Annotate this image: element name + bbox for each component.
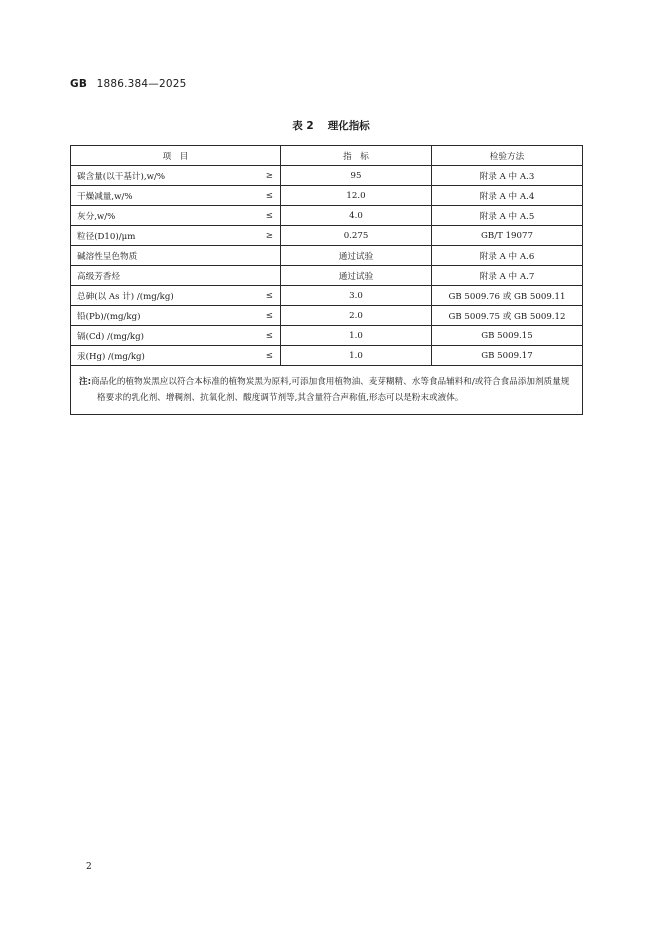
method-cell: GB 5009.75 或 GB 5009.12	[432, 306, 583, 326]
table-row	[71, 286, 583, 306]
item-cell	[71, 326, 281, 346]
item-name: 总砷(以 As 计) /(mg/kg)	[77, 291, 174, 302]
table-header-row	[71, 146, 583, 166]
page-number: 2	[86, 862, 92, 872]
table-row	[71, 326, 583, 346]
comparison-symbol: ≤	[265, 310, 273, 321]
item-cell	[71, 266, 281, 286]
standard-code: GB	[70, 78, 88, 90]
value-cell: 通过试验	[281, 266, 432, 286]
item-name: 高级芳香烃	[77, 271, 120, 282]
value-cell: 95	[281, 166, 432, 186]
method-cell: GB 5009.76 或 GB 5009.11	[432, 286, 583, 306]
value-cell: 3.0	[281, 286, 432, 306]
item-cell	[71, 246, 281, 266]
item-cell	[71, 306, 281, 326]
table-row	[71, 266, 583, 286]
table-caption-label: 表 2	[292, 120, 314, 132]
method-cell: 附录 A 中 A.5	[432, 206, 583, 226]
item-cell	[71, 186, 281, 206]
item-cell	[71, 206, 281, 226]
table-row	[71, 166, 583, 186]
comparison-symbol: ≤	[265, 350, 273, 361]
method-cell: 附录 A 中 A.6	[432, 246, 583, 266]
item-name: 灰分,w/%	[77, 211, 116, 222]
item-cell	[71, 346, 281, 366]
table-row	[71, 306, 583, 326]
item-name: 铅(Pb)/(mg/kg)	[77, 311, 141, 322]
physicochemical-table	[70, 145, 583, 415]
value-cell: 通过试验	[281, 246, 432, 266]
item-name: 汞(Hg) /(mg/kg)	[77, 351, 145, 362]
comparison-symbol: ≤	[265, 190, 273, 201]
table-caption	[0, 118, 662, 133]
item-name: 碱溶性呈色物质	[77, 251, 138, 262]
table-row	[71, 226, 583, 246]
table-note-row	[71, 366, 583, 415]
item-name: 干燥减量,w/%	[77, 191, 133, 202]
note-label: 注:	[79, 377, 92, 387]
item-cell	[71, 286, 281, 306]
table-note	[71, 366, 583, 415]
value-cell: 4.0	[281, 206, 432, 226]
value-cell: 2.0	[281, 306, 432, 326]
column-header-item: 项 目	[71, 146, 281, 166]
standard-number: 1886.384—2025	[96, 78, 187, 90]
comparison-symbol: ≤	[265, 330, 273, 341]
table-row	[71, 206, 583, 226]
method-cell: 附录 A 中 A.4	[432, 186, 583, 206]
item-name: 碳含量(以干基计),w/%	[77, 171, 166, 182]
table-row	[71, 246, 583, 266]
document-header	[70, 78, 187, 90]
note-text: 商品化的植物炭黑应以符合本标准的植物炭黑为原料,可添加食用植物油、麦芽糊精、水等食品辅料和/或符合食品添加剂质量规格要求的乳化剂、增稠剂、抗氧化剂、酸度调节剂等,其含量符合声称值,形态可以是粉末或液体。	[91, 377, 570, 403]
item-name: 镉(Cd) /(mg/kg)	[77, 331, 144, 342]
table-row	[71, 186, 583, 206]
comparison-symbol: ≥	[265, 170, 273, 181]
table-body	[71, 166, 583, 415]
item-name: 粒径(D10)/μm	[77, 231, 136, 242]
comparison-symbol: ≥	[265, 230, 273, 241]
column-header-method: 检验方法	[432, 146, 583, 166]
value-cell: 12.0	[281, 186, 432, 206]
item-cell	[71, 166, 281, 186]
value-cell: 1.0	[281, 326, 432, 346]
item-cell	[71, 226, 281, 246]
table-caption-title: 理化指标	[327, 120, 370, 132]
value-cell: 1.0	[281, 346, 432, 366]
method-cell: 附录 A 中 A.3	[432, 166, 583, 186]
comparison-symbol: ≤	[265, 290, 273, 301]
table-row	[71, 346, 583, 366]
method-cell: 附录 A 中 A.7	[432, 266, 583, 286]
value-cell: 0.275	[281, 226, 432, 246]
method-cell: GB/T 19077	[432, 226, 583, 246]
comparison-symbol: ≤	[265, 210, 273, 221]
method-cell: GB 5009.15	[432, 326, 583, 346]
method-cell: GB 5009.17	[432, 346, 583, 366]
column-header-value: 指 标	[281, 146, 432, 166]
